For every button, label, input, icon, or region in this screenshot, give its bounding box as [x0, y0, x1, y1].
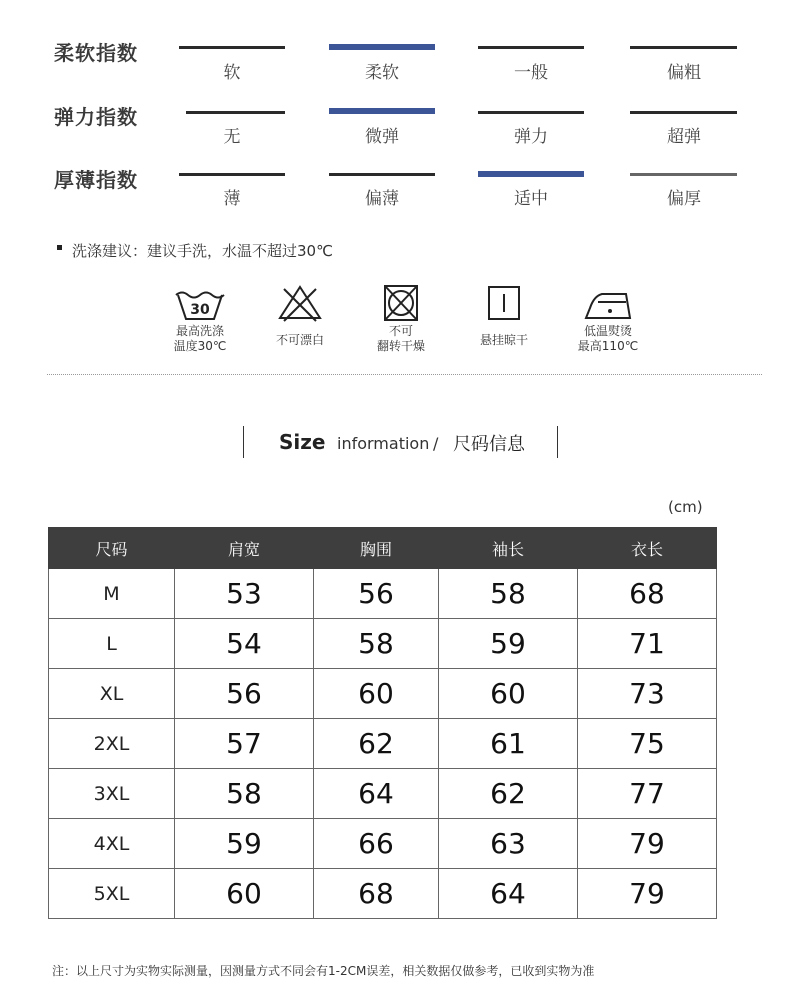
- cell-length: 68: [578, 569, 717, 619]
- elasticity-label-2: 微弹: [365, 127, 399, 147]
- header-bar-left: [243, 426, 244, 458]
- elasticity-seg-2-selected: [329, 108, 435, 114]
- size-word: Size: [279, 430, 326, 454]
- table-row: [49, 869, 717, 919]
- elasticity-label-3: 弹力: [514, 127, 548, 147]
- no-bleach-caption: 不可漂白: [275, 333, 324, 347]
- softness-index-title: 柔软指数: [54, 41, 138, 65]
- thickness-index-title: 厚薄指数: [54, 168, 138, 192]
- table-row: [49, 819, 717, 869]
- cell-chest: 60: [314, 669, 439, 719]
- size-info-cn: 尺码信息: [453, 434, 525, 455]
- softness-label-3: 一般: [514, 63, 548, 83]
- cell-chest: 62: [314, 719, 439, 769]
- cell-length: 75: [578, 719, 717, 769]
- elasticity-label-1: 无: [223, 127, 241, 147]
- cell-shoulder: 57: [175, 719, 314, 769]
- cell-size: 5XL: [49, 869, 175, 919]
- low-iron-caption: 低温熨烫 最高110℃: [577, 324, 639, 353]
- header-size: 尺码: [49, 528, 175, 569]
- elasticity-seg-4: [630, 111, 737, 114]
- cell-shoulder: 56: [175, 669, 314, 719]
- cell-length: 77: [578, 769, 717, 819]
- table-row: [49, 719, 717, 769]
- cell-shoulder: 59: [175, 819, 314, 869]
- table-row: [49, 619, 717, 669]
- cell-length: 79: [578, 869, 717, 919]
- thickness-label-4: 偏厚: [667, 189, 701, 209]
- thickness-label-1: 薄: [223, 189, 241, 209]
- cell-size: M: [49, 569, 175, 619]
- cell-sleeve: 60: [439, 669, 578, 719]
- cell-length: 71: [578, 619, 717, 669]
- softness-label-2: 柔软: [365, 63, 399, 83]
- wash-30-caption: 最高洗涤 温度30℃: [173, 324, 227, 353]
- size-slash: /: [433, 434, 439, 453]
- thickness-seg-3-selected: [478, 171, 584, 177]
- thickness-seg-2: [329, 173, 435, 176]
- wash-30-icon: [172, 285, 228, 325]
- bullet-square: [57, 245, 62, 250]
- wash-temp-mark: 30: [190, 302, 210, 318]
- table-row: [49, 669, 717, 719]
- thickness-seg-1: [179, 173, 285, 176]
- cell-size: 4XL: [49, 819, 175, 869]
- table-row: [49, 769, 717, 819]
- section-divider: [47, 374, 762, 375]
- cell-sleeve: 63: [439, 819, 578, 869]
- softness-seg-4: [630, 46, 737, 49]
- elasticity-seg-1: [186, 111, 285, 114]
- elasticity-index-title: 弹力指数: [54, 105, 138, 129]
- thickness-label-3: 适中: [514, 189, 548, 209]
- cell-sleeve: 64: [439, 869, 578, 919]
- softness-seg-3: [478, 46, 584, 49]
- header-bar-right: [557, 426, 558, 458]
- header-chest: 胸围: [314, 528, 439, 569]
- cell-size: XL: [49, 669, 175, 719]
- cell-chest: 58: [314, 619, 439, 669]
- cell-chest: 56: [314, 569, 439, 619]
- cell-sleeve: 59: [439, 619, 578, 669]
- table-header-row: [49, 528, 717, 569]
- cell-sleeve: 62: [439, 769, 578, 819]
- no-tumble-dry-icon: [373, 284, 429, 324]
- cell-size: 2XL: [49, 719, 175, 769]
- line-dry-caption: 悬挂晾干: [479, 333, 528, 347]
- softness-label-1: 软: [223, 63, 241, 83]
- cell-length: 73: [578, 669, 717, 719]
- header-shoulder: 肩宽: [175, 528, 314, 569]
- cell-shoulder: 53: [175, 569, 314, 619]
- cell-chest: 68: [314, 869, 439, 919]
- no-tumble-dry-caption: 不可 翻转干燥: [376, 324, 425, 353]
- washing-advice: 洗涤建议：建议手洗，水温不超过30℃: [72, 242, 333, 260]
- unit-label: (cm): [668, 498, 703, 516]
- elasticity-seg-3: [478, 111, 584, 114]
- measurement-note: 注：以上尺寸为实物实际测量，因测量方式不同会有1-2CM误差，相关数据仅做参考，已收到实物为准: [52, 964, 595, 978]
- cell-shoulder: 58: [175, 769, 314, 819]
- cell-shoulder: 60: [175, 869, 314, 919]
- cell-chest: 66: [314, 819, 439, 869]
- thickness-label-2: 偏薄: [365, 189, 399, 209]
- low-iron-icon: [580, 284, 636, 324]
- line-dry-icon: [476, 284, 532, 324]
- cell-sleeve: 58: [439, 569, 578, 619]
- no-bleach-icon: [272, 284, 328, 324]
- cell-length: 79: [578, 819, 717, 869]
- cell-chest: 64: [314, 769, 439, 819]
- cell-size: L: [49, 619, 175, 669]
- softness-seg-1: [179, 46, 285, 49]
- cell-sleeve: 61: [439, 719, 578, 769]
- table-row: [49, 569, 717, 619]
- cell-shoulder: 54: [175, 619, 314, 669]
- size-table: [48, 527, 717, 919]
- header-length: 衣长: [578, 528, 717, 569]
- size-info-word: information: [337, 434, 430, 453]
- cell-size: 3XL: [49, 769, 175, 819]
- softness-label-4: 偏粗: [667, 63, 701, 83]
- elasticity-label-4: 超弹: [667, 127, 701, 147]
- header-sleeve: 袖长: [439, 528, 578, 569]
- thickness-seg-4: [630, 173, 737, 176]
- softness-seg-2-selected: [329, 44, 435, 50]
